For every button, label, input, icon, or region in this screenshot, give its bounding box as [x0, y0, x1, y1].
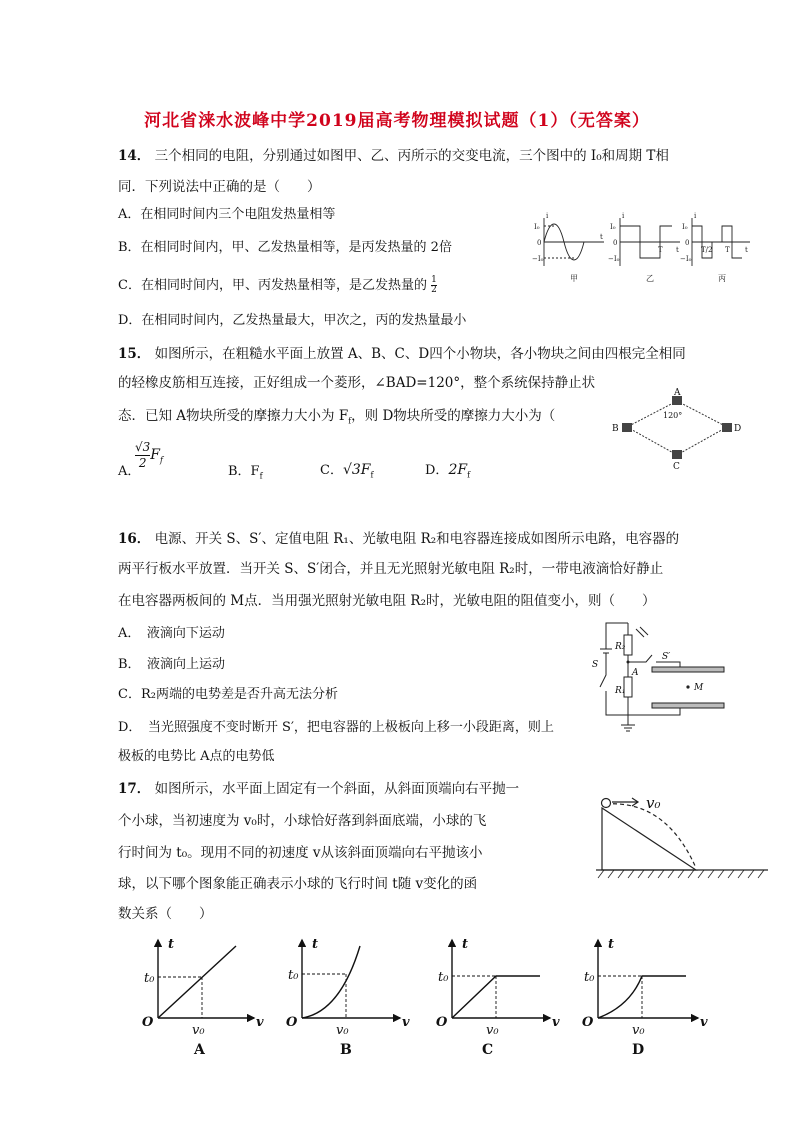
q16-fig-m: M [694, 683, 704, 693]
q15-fig-label-a: A [674, 388, 681, 398]
q17-stem-line2: 个小球，当初速度为 v₀时，小球恰好落到斜面底端，小球的飞 [118, 813, 487, 829]
q17-stem-line3: 行时间为 t₀。现用不同的初速度 v从该斜面顶端向右平抛该小 [118, 845, 483, 861]
q17-stem-line1: 17． 如图所示，水平面上固定有一个斜面，从斜面顶端向右平抛一 [118, 781, 520, 797]
q15-fig-label-b: B [612, 424, 619, 434]
svg-text:0: 0 [613, 239, 618, 247]
q15-stem-line1: 15． 如图所示，在粗糙水平面上放置 A、B、C、D四个小物块，各小物块之间由四根完全相同 [118, 346, 686, 362]
svg-text:t: t [608, 937, 615, 952]
q14-fig-label-jia: 甲 [570, 274, 578, 283]
q15-fig-label-c: C [673, 462, 680, 472]
q14-stem-line2: 同．下列说法中正确的是（ ） [118, 179, 321, 195]
svg-text:t₀: t₀ [438, 970, 449, 985]
q15-option-b: B．$F_f$ [228, 464, 263, 481]
q14-fig-label-yi: 乙 [646, 274, 654, 283]
q16-stem-line3: 在电容器两板间的 M点．当用强光照射光敏电阻 R₂时，光敏电阻的阻值变小，则（ ） [118, 593, 656, 609]
q16-circuit-figure [590, 615, 740, 740]
q16-fig-r1: R₁ [615, 686, 626, 696]
svg-text:O: O [286, 1015, 298, 1030]
q17-incline-figure [596, 790, 771, 885]
svg-text:0: 0 [685, 239, 690, 247]
svg-text:0: 0 [537, 239, 542, 247]
svg-text:t: t [462, 937, 469, 952]
svg-text:t: t [745, 246, 748, 254]
svg-text:t: t [600, 233, 603, 241]
q15-option-a-value: $\frac{√3}{2}$ $F_f$ [135, 440, 163, 470]
q16-fig-s: S [592, 660, 599, 670]
q15-option-c: C．$√3F_f$ [320, 462, 374, 480]
q16-stem-line1: 16． 电源、开关 S、S′、定值电阻 R₁、光敏电阻 R₂和电容器连接成如图所示电路，电容器的 [118, 531, 680, 547]
q15-number: 15． [118, 346, 151, 362]
svg-text:O: O [142, 1015, 154, 1030]
svg-text:v: v [402, 1015, 410, 1030]
q14-stem-line1: 14． 三个相同的电阻，分别通过如图甲、乙、丙所示的交变电流，三个图中的 I₀和周期 T相 [118, 148, 669, 164]
q14-ac-current-figure [532, 210, 752, 285]
q14-fig-i0-a: I₀ [534, 223, 540, 231]
svg-text:i: i [694, 212, 697, 220]
q17-graph-d [582, 937, 708, 1058]
svg-text:T: T [658, 246, 663, 254]
svg-text:t: t [168, 937, 175, 952]
q14-number: 14． [118, 148, 151, 164]
q17-graph-a [142, 937, 264, 1058]
svg-text:t₀: t₀ [288, 968, 299, 983]
svg-text:i: i [622, 212, 625, 220]
svg-text:i: i [546, 212, 549, 220]
svg-text:−I₀: −I₀ [608, 255, 620, 263]
q14-option-a: A．在相同时间内三个电阻发热量相等 [118, 207, 336, 222]
svg-text:t₀: t₀ [144, 971, 155, 986]
q17-graph-c [436, 937, 560, 1058]
svg-text:t₀: t₀ [584, 970, 595, 985]
q15-option-a-label: A． [118, 464, 141, 479]
svg-text:I₀: I₀ [610, 223, 616, 231]
q15-fig-label-d: D [734, 424, 742, 434]
q15-stem-line2: 的轻橡皮筋相互连接，正好组成一个菱形，∠BAD=120°，整个系统保持静止状 [118, 375, 596, 391]
svg-text:O: O [582, 1015, 594, 1030]
q15-option-d: D．$2F_f$ [425, 462, 471, 480]
q16-fig-s-prime: S′ [662, 652, 671, 662]
svg-text:t: t [312, 937, 319, 952]
q17-graph-label-d: D [632, 1042, 645, 1058]
q17-fig-v0: v₀ [646, 794, 661, 812]
svg-text:v: v [552, 1015, 560, 1030]
q17-graph-b [286, 937, 410, 1058]
svg-text:T: T [725, 246, 730, 254]
q17-number: 17． [118, 781, 151, 797]
svg-text:O: O [436, 1015, 448, 1030]
svg-text:v: v [256, 1015, 264, 1030]
svg-text:v₀: v₀ [486, 1023, 499, 1038]
q14-fig-label-bing: 丙 [718, 274, 726, 283]
q16-option-d-line2: 极板的电势比 A点的电势低 [118, 749, 275, 764]
q16-option-d-line1: D． 当光照强度不变时断开 S′，把电容器的上极板向上移一小段距离，则上 [118, 720, 554, 735]
q16-fig-a: A [632, 668, 639, 678]
svg-text:v₀: v₀ [192, 1023, 205, 1038]
q17-graph-label-c: C [482, 1042, 494, 1058]
svg-text:I₀: I₀ [682, 223, 688, 231]
q16-number: 16． [118, 531, 151, 547]
q15-stem-line3: 态．已知 A物块所受的摩擦力大小为 $F_f$，则 D物块所受的摩擦力大小为（ [118, 408, 556, 426]
q16-option-c: C．R₂两端的电势差是否升高无法分析 [118, 687, 338, 702]
q17-graph-label-b: B [340, 1042, 352, 1058]
q14-option-d: D．在相同时间内，乙发热量最大，甲次之，丙的发热量最小 [118, 313, 467, 328]
q14-option-c: C．在相同时间内，甲、丙发热量相等，是乙发热量的 $\frac{1}{2}$ [118, 275, 437, 295]
q16-fig-r2: R₂ [615, 642, 626, 652]
q17-stem-line5: 数关系（ ） [118, 906, 213, 922]
svg-text:T/2: T/2 [701, 246, 713, 254]
q16-stem-line2: 两平行板水平放置．当开关 S、S′闭合，并且无光照射光敏电阻 R₂时，一带电液滴恰好静止 [118, 561, 664, 577]
svg-text:t: t [676, 246, 679, 254]
svg-text:−I₀: −I₀ [532, 255, 544, 263]
q14-option-c-fraction: $\frac{1}{2}$ [431, 275, 437, 295]
q16-option-b: B． 液滴向上运动 [118, 657, 226, 672]
svg-text:v₀: v₀ [336, 1023, 349, 1038]
q16-option-a: A． 液滴向下运动 [118, 626, 225, 641]
page-title: 河北省涞水波峰中学2019届高考物理模拟试题（1）（无答案） [144, 111, 650, 131]
q15-rhombus-figure [605, 387, 755, 472]
q15-fig-angle: 120° [663, 411, 683, 420]
q17-graph-label-a: A [194, 1042, 205, 1058]
svg-text:v₀: v₀ [632, 1023, 645, 1038]
q14-option-b: B．在相同时间内，甲、乙发热量相等，是丙发热量的 2倍 [118, 240, 452, 255]
svg-text:v: v [700, 1015, 708, 1030]
svg-text:−I₀: −I₀ [680, 255, 692, 263]
q17-graph-options [130, 930, 730, 1060]
q17-stem-line4: 球，以下哪个图象能正确表示小球的飞行时间 t随 v变化的函 [118, 876, 478, 892]
